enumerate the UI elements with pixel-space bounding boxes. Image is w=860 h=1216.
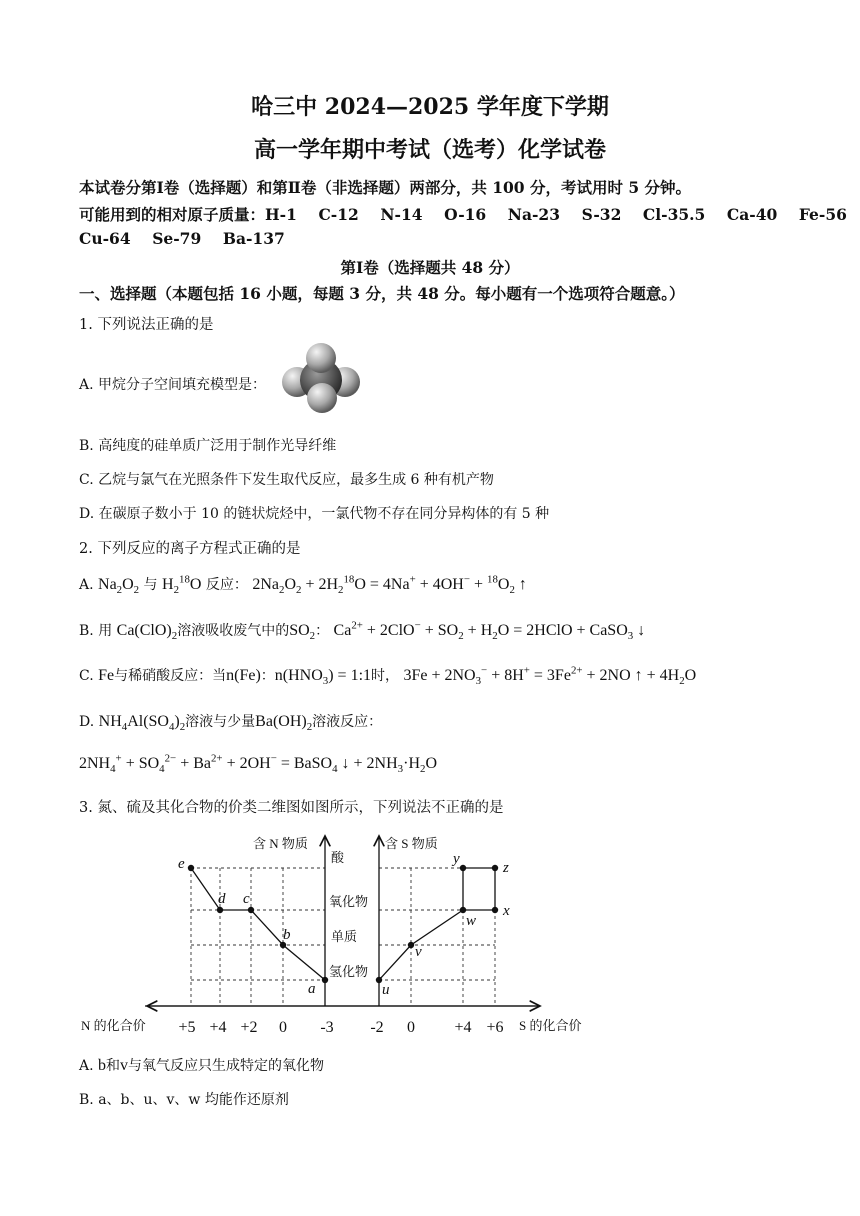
n-tick-plus2: +2 [240, 1019, 258, 1036]
s-valence-axis-label: S 的化合价 [519, 1018, 582, 1033]
n-tick-zero: 0 [279, 1019, 287, 1036]
point-label-d: d [218, 891, 226, 907]
s-axis-title: 含 S 物质 [385, 836, 438, 851]
n-tick-minus3: -3 [320, 1019, 334, 1036]
q2-option-c: C. Fe与稀硝酸反应：当n(Fe)：$n(HNO_3)$ = 1:1时， $3Fe + 2NO_3^- + 8H^+ = 3Fe^{2+} + 2NO$ ↑ + $4H_2O$ [79, 664, 697, 688]
point-label-z: z [503, 860, 509, 876]
s-tick-minus2: -2 [370, 1019, 384, 1036]
school-title: 哈三中 2024—2025 学年度下学期 [251, 94, 609, 120]
q1-option-b: B. 高纯度的硅单质广泛用于制作光导纤维 [79, 438, 337, 454]
point-label-e: e [178, 856, 185, 872]
valence-class-diagram [75, 828, 605, 1038]
q1-option-d: D. 在碳原子数小于 10 的链状烷烃中，一氯代物不存在同分异构体的有 5 种 [79, 506, 550, 522]
atomic-masses-line1: 可能用到的相对原子质量：H-1 C-12 N-14 O-16 Na-23 S-32 Cl-35.5 Ca-40 Fe-56 [79, 205, 847, 224]
exam-title: 高一学年期中考试（选考）化学试卷 [253, 137, 606, 163]
point-label-u: u [382, 982, 390, 998]
s-tick-zero: 0 [407, 1019, 415, 1036]
s-tick-plus6: +6 [486, 1019, 504, 1036]
point-label-y: y [453, 851, 460, 867]
n-axis-title: 含 N 物质 [253, 836, 308, 851]
methane-space-filling-model [281, 342, 363, 414]
section-title: 一、选择题（本题包括 16 小题，每题 3 分，共 48 分。每小题有一个选项符合题意。） [79, 284, 685, 303]
n-compound-path [191, 868, 325, 980]
q2-option-d: D. $NH_4Al(SO_4)_2$溶液与少量$Ba(OH)_2$溶液反应： [79, 713, 383, 734]
point-label-w: w [466, 913, 477, 929]
q2-stem: 2. 下列反应的离子方程式正确的是 [79, 541, 301, 557]
q1-stem: 1. 下列说法正确的是 [79, 317, 214, 333]
point-label-x: x [503, 903, 510, 919]
point-label-a: a [308, 981, 316, 997]
exam-instructions: 本试卷分第Ⅰ卷（选择题）和第Ⅱ卷（非选择题）两部分，共 100 分，考试用时 5 分钟。 [79, 178, 692, 197]
category-label-oxide: 氧化物 [329, 894, 369, 909]
category-label-hydride: 氢化物 [329, 964, 369, 979]
point-label-b: b [283, 927, 291, 943]
q3-option-a: A. b和v与氧气反应只生成特定的氧化物 [79, 1057, 325, 1074]
q1-option-a: A. 甲烷分子空间填充模型是： [79, 377, 267, 393]
volume-title: 第Ⅰ卷（选择题共 48 分） [340, 258, 520, 277]
atomic-masses-line2: Cu-64 Se-79 Ba-137 [79, 229, 285, 248]
n-tick-plus5: +5 [178, 1019, 196, 1036]
s-tick-plus4: +4 [454, 1019, 472, 1036]
q2-option-a: A. $Na_2O_2$ 与 $H_2^{18}O$ 反应： $2Na_2O_2 + 2H_2^{18}O = 4Na^+ + 4OH^- + ^{18}O_2$ ↑ [79, 573, 527, 597]
s-compound-path [379, 868, 495, 980]
n-tick-plus4: +4 [209, 1019, 227, 1036]
q2-option-d-equation: $2NH_4^+ + SO_4^{2-} + Ba^{2+} + 2OH^-$ = BaSO$_4$ ↓ + $2NH_3\cdot H_2O$ [79, 752, 437, 776]
category-label-acid: 酸 [331, 850, 345, 865]
category-label-element: 单质 [331, 929, 358, 944]
q3-stem: 3. 氮、硫及其化合物的价类二维图如图所示，下列说法不正确的是 [79, 800, 504, 816]
q2-option-b: B. 用 $Ca(ClO)_2$溶液吸收废气中的$SO_2$： $Ca^{2+} + 2ClO^- + SO_2 + H_2O$ = 2HClO + CaSO$_3$ ↓ [79, 619, 646, 643]
q3-option-b: B. a、b、u、v、w 均能作还原剂 [79, 1092, 289, 1108]
q1-option-c: C. 乙烷与氯气在光照条件下发生取代反应，最多生成 6 种有机产物 [79, 472, 494, 488]
point-label-c: c [243, 891, 250, 907]
point-label-v: v [415, 944, 422, 960]
n-valence-axis-label: N 的化合价 [81, 1018, 146, 1033]
